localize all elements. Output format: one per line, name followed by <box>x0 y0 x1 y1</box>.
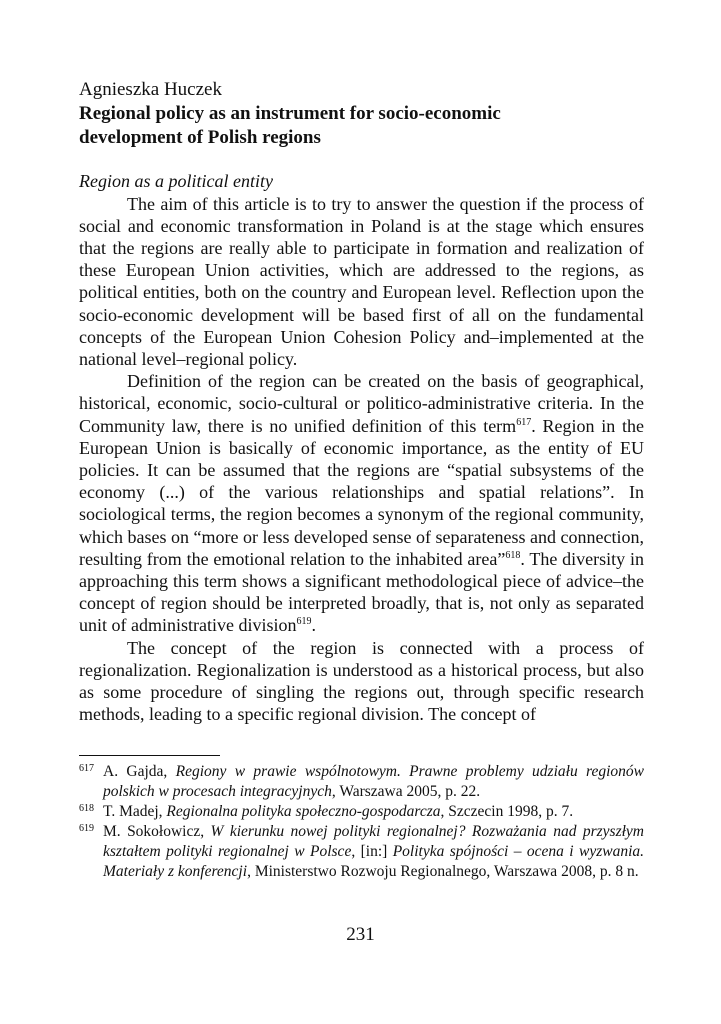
article-title <box>79 102 644 150</box>
footnote-618 <box>79 802 644 822</box>
footnote-number: 617 <box>79 763 94 774</box>
footnote-author: M. Sokołowicz, <box>103 823 211 840</box>
footnote-text <box>103 802 644 822</box>
paragraph-2-text-d: . <box>311 615 316 636</box>
footnote-publication: , Szczecin 1998, p. 7. <box>440 803 574 820</box>
author-name: Agnieszka Huczek <box>79 79 222 100</box>
footnote-book-title: Polityka spójności – ocena i wyzwania. Materiały z konferencji <box>103 843 645 880</box>
footnote-publication: , Ministerstwo Rozwoju Regionalnego, Warszawa 2008, p. 8 n. <box>247 863 639 880</box>
footnote-text <box>103 822 644 882</box>
footnote-title: Regiony w prawie wspólnotowym. Prawne problemy udziału regionów polskich w procesach integracyjnych <box>103 763 645 800</box>
footnote-author: T. Madej, <box>103 803 167 820</box>
paragraph-2-text-c: . The diversity in approaching this term shows a significant methodological piece of advice–the concept of region should be interpreted broadly, that is, not only as separated unit of administrative division <box>79 548 644 636</box>
paragraph-1: The aim of this article is to try to answer the question if the process of social and economic transformation in Poland is at the stage which ensures that the regions are really able to participate in formation and realization of these European Union activities, which are addressed to the regions, as political entities, both on the country and European level. Reflection upon the socio-economic development will be based first of all on the fundamental concepts of the European Union Cohesion Policy and–implemented at the national level–regional policy. <box>79 193 644 369</box>
article-title-line-1: Regional policy as an instrument for socio-economic <box>79 103 501 124</box>
paragraph-2-text-b: . Region in the European Union is basically of economic importance, as the entity of EU policies. It can be assumed that the regions are “spatial subsystems of the economy (...) of the various relationships and spatial relations”. In sociological terms, the region becomes a synonym of the regional community, which bases on “more or less developed sense of separateness and connection, resulting from the emotional relation to the inhabited area” <box>79 415 644 569</box>
footnote-ref-618[interactable]: 618 <box>505 549 521 561</box>
footnote-title: Regionalna polityka społeczno-gospodarcza <box>166 803 441 820</box>
footnote-617 <box>79 762 644 802</box>
footnote-title: W kierunku nowej polityki regionalnej? Rozważania nad przyszłym kształtem polityki regionalnej w Polsce <box>103 823 645 860</box>
footnotes <box>79 762 644 882</box>
page-number: 231 <box>346 924 375 945</box>
paragraph-2-text-a: Definition of the region can be created on the basis of geographical, historical, economic, socio-cultural or politico-administrative criteria. In the Community law, there is no unified definition of this term <box>79 371 644 436</box>
footnote-number: 618 <box>79 803 94 814</box>
paragraph-2 <box>79 370 644 636</box>
paragraph-3: The concept of the region is connected with a process of regionalization. Regionalization is understood as a historical process, but also as some procedure of singling the regions out, through specific research methods, leading to a specific regional division. The concept of <box>79 637 644 725</box>
footnote-connector: , [in:] <box>351 843 393 860</box>
article-body <box>79 78 644 725</box>
footnote-publication: , Warszawa 2005, p. 22. <box>331 783 481 800</box>
footnote-619 <box>79 822 644 882</box>
footnote-text <box>103 762 644 802</box>
article-title-line-2: development of Polish regions <box>79 127 321 148</box>
footnote-divider <box>79 755 220 756</box>
footnote-author: A. Gajda, <box>103 763 176 780</box>
footnote-number: 619 <box>79 823 94 834</box>
footnote-ref-617[interactable]: 617 <box>516 416 532 428</box>
footnote-ref-619[interactable]: 619 <box>296 616 312 628</box>
section-heading: Region as a political entity <box>79 171 273 191</box>
